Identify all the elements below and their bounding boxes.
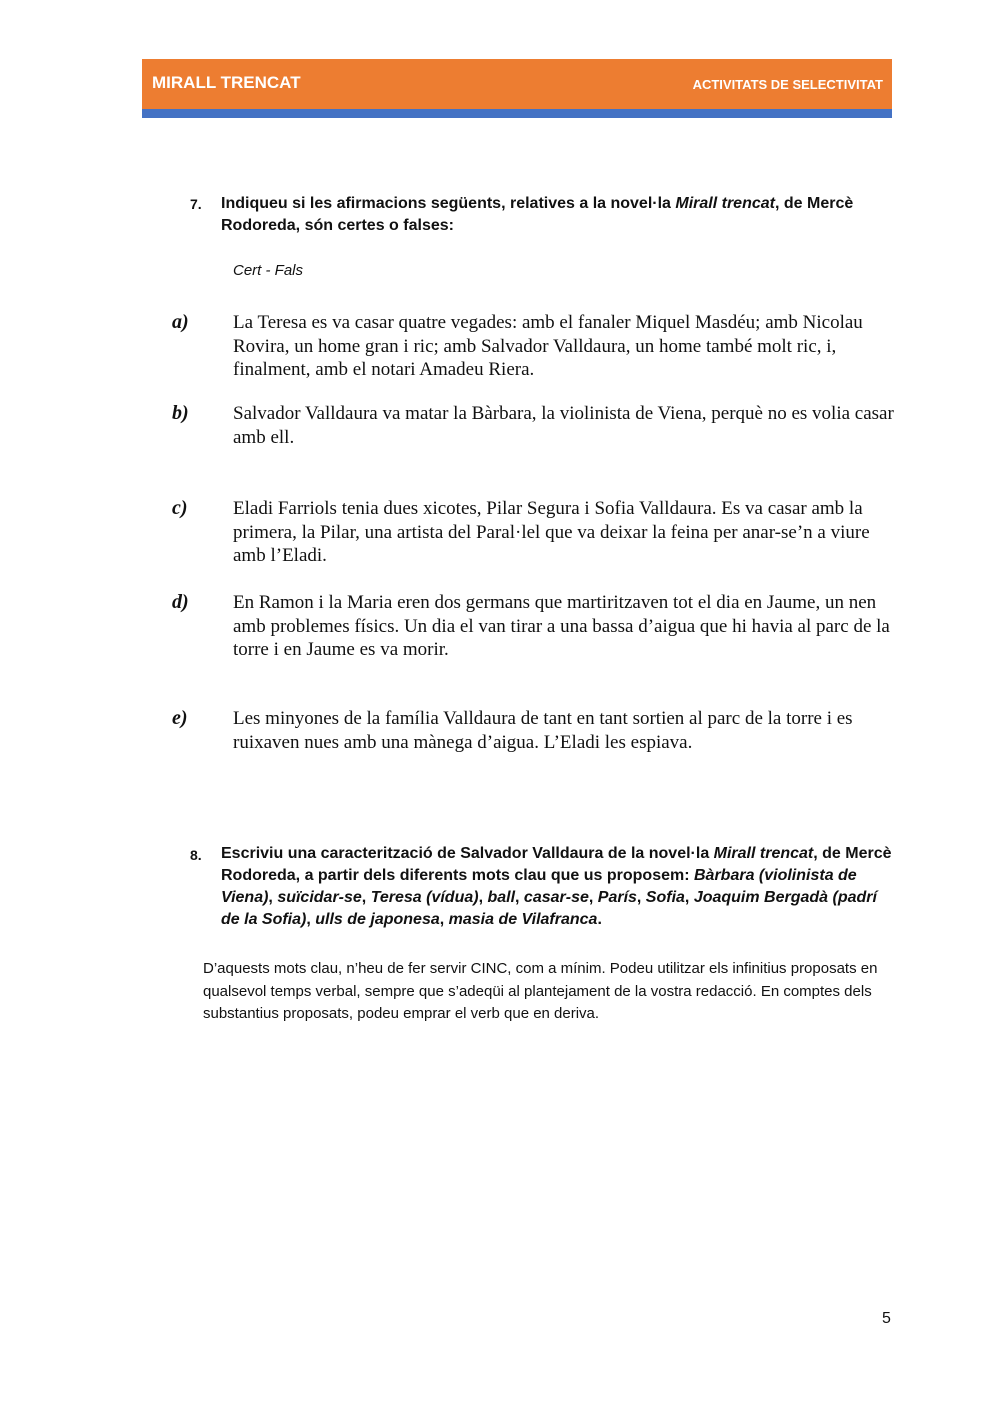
q8-novel-title: Mirall trencat [713,845,814,862]
keyword: ball [487,889,516,906]
header-stripe [142,109,892,118]
keyword-list: Bàrbara (violinista de Viena), suïcidar-se, Teresa (vídua), ball, casar-se, París, Sofia, Joaquim Bergadà (padrí de la Sofia), ulls de japonesa, masia de Vilafranca. [221,867,877,928]
question-7-text [221,193,881,237]
item-d-label: d) [172,591,189,613]
keyword: París [597,889,637,906]
q7-text-before: Indiqueu si les afirmacions següents, relatives a la novel·la [221,195,676,212]
keyword: Teresa (vídua) [370,889,479,906]
keyword: Joaquim Bergadà (padrí de la Sofia) [221,889,877,928]
item-e-label: e) [172,707,188,729]
header-subtitle: ACTIVITATS DE SELECTIVITAT [692,77,883,92]
question-7-number: 7. [190,196,202,212]
keyword: masia de Vilafranca [448,911,598,928]
question-8-text [221,843,896,931]
header-bar [142,59,892,109]
item-d-text: En Ramon i la Maria eren dos germans que martiritzaven tot el dia en Jaume, un nen amb problemes físics. Un dia el van tirar a una bassa d’aigua que hi havia al parc de la torre i en Jaume es va morir. [233,592,890,660]
keyword: Sofia [645,889,685,906]
page-number: 5 [882,1310,891,1327]
q8-text-before: Escriviu una caracterització de Salvador Valldaura de la novel·la [221,845,714,862]
keyword: Bàrbara (violinista de Viena) [221,867,857,906]
item-e-text: Les minyones de la família Valldaura de tant en tant sortien al parc de la torre i es ruixaven nues amb una mànega d’aigua. L’Eladi les espiava. [233,708,853,753]
keyword: ulls de japonesa [315,911,440,928]
keyword: casar-se [523,889,589,906]
q7-text-after: , de Mercè Rodoreda, són certes o falses: [221,195,854,234]
q7-novel-title: Mirall trencat [675,195,775,212]
q8-text-after: , de Mercè Rodoreda, a partir dels diferents mots clau que us proposem: [221,845,892,884]
answer-options: Cert - Fals [233,262,304,279]
item-b-text: Salvador Valldaura va matar la Bàrbara, la violinista de Viena, perquè no es volia casar amb ell. [233,403,894,448]
item-a-label: a) [172,311,189,333]
header-title: MIRALL TRENCAT [152,73,301,92]
keyword: suïcidar-se [277,889,362,906]
item-a-text: La Teresa es va casar quatre vegades: amb el fanaler Miquel Masdéu; amb Nicolau Rovira, un home gran i ric; amb Salvador Valldaura, un home també molt ric, i, finalment, amb el notari Amadeu Riera. [233,312,863,380]
item-b-label: b) [172,402,189,424]
item-c-text: Eladi Farriols tenia dues xicotes, Pilar Segura i Sofia Valldaura. Es va casar amb la primera, la Pilar, una artista del Paral·lel que va deixar la feina per anar-se’n a viure amb l’Eladi. [233,498,870,566]
question-8-number: 8. [190,847,202,863]
item-c-label: c) [172,497,188,519]
instructions: D’aquests mots clau, n’heu de fer servir CINC, com a mínim. Podeu utilitzar els infinitius proposats en qualsevol temps verbal, sempre que s’adeqüi al plantejament de la vostra redacció. En comptes dels substantius proposats, podeu emprar el verb que en deriva. [203,960,878,1022]
